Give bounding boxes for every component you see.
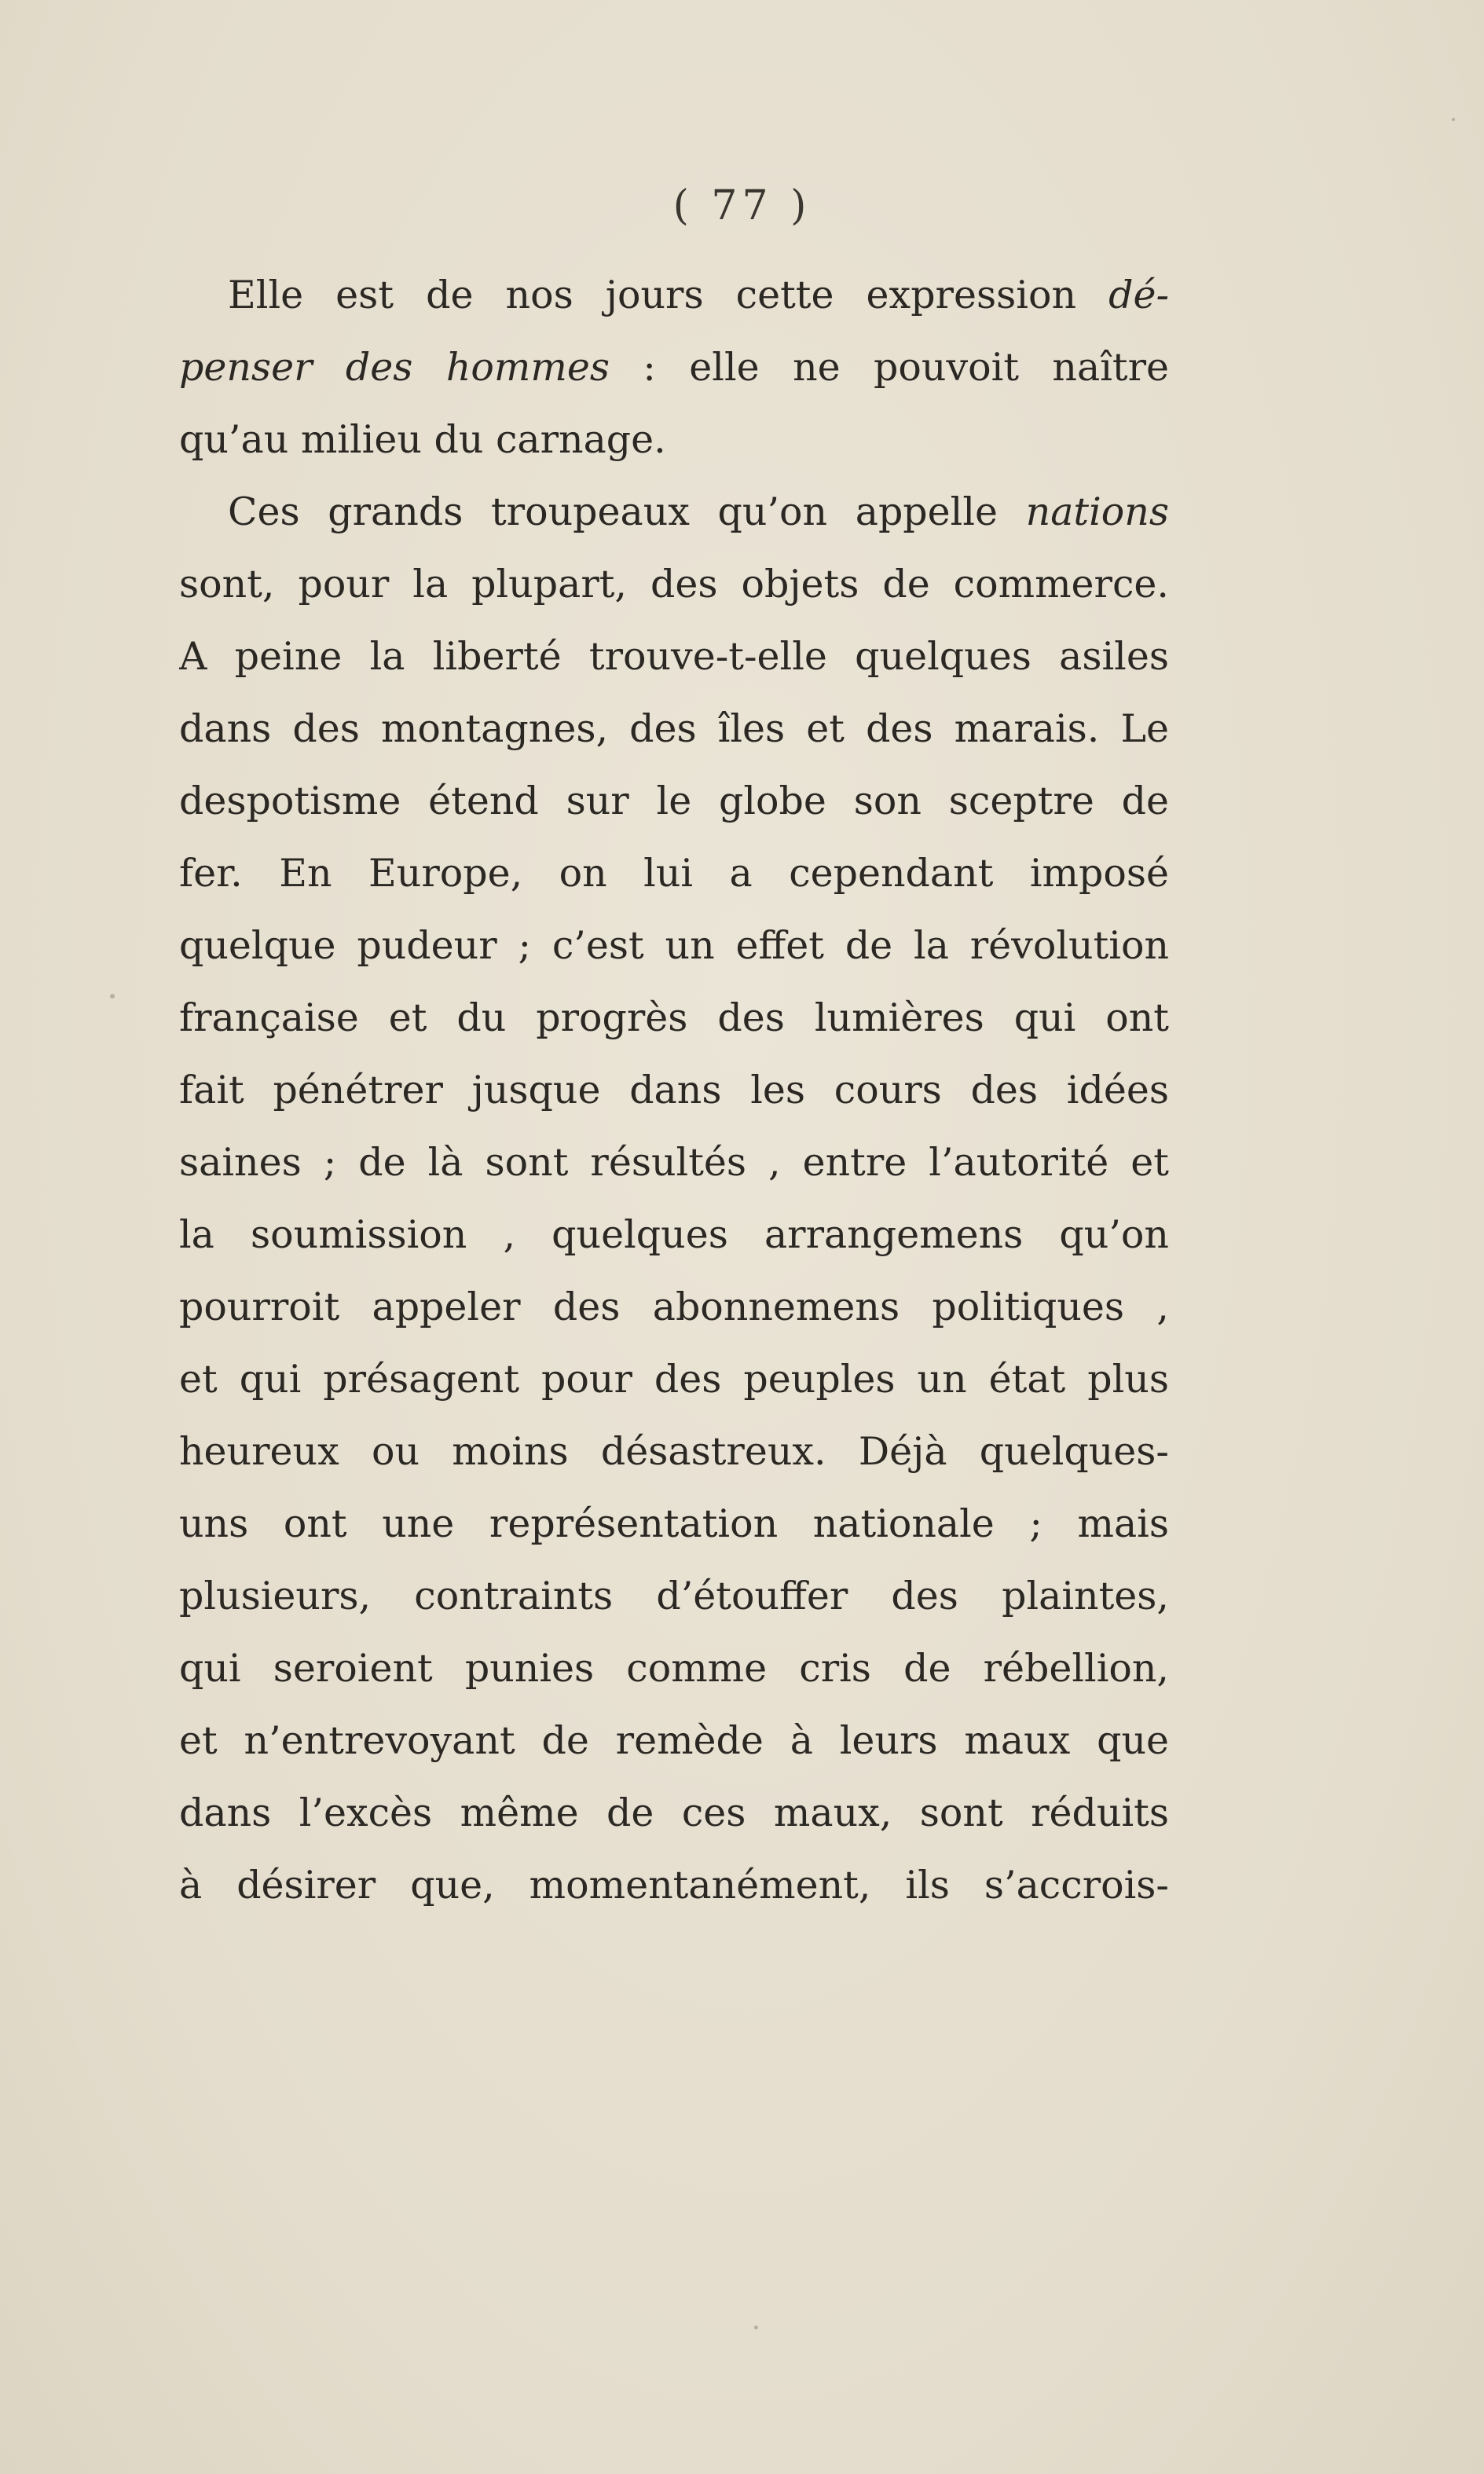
text-span: uns ont une représentation nationale ; mais bbox=[179, 1501, 1169, 1546]
text-line bbox=[179, 1488, 1169, 1560]
text-line bbox=[179, 476, 1169, 548]
text-span: A peine la liberté trouve-t-elle quelques asiles bbox=[179, 634, 1169, 679]
italic-text: penser des hommes bbox=[179, 345, 610, 390]
paper-speck bbox=[1452, 118, 1455, 121]
text-line bbox=[179, 1271, 1169, 1343]
text-line bbox=[179, 693, 1169, 765]
text-line bbox=[179, 1127, 1169, 1199]
text-span: Elle est de nos jours cette expression bbox=[228, 273, 1109, 317]
text-span: la soumission , quelques arrangemens qu’on bbox=[179, 1212, 1169, 1257]
text-line bbox=[179, 1633, 1169, 1705]
text-line bbox=[179, 765, 1169, 837]
text-line bbox=[179, 404, 1169, 476]
text-line bbox=[179, 1054, 1169, 1127]
text-span: qu’au milieu du carnage. bbox=[179, 417, 666, 462]
italic-text: nations bbox=[1025, 489, 1169, 534]
text-span: dans l’excès même de ces maux, sont réduits bbox=[179, 1790, 1169, 1835]
text-span: pourroit appeler des abonnemens politiques , bbox=[179, 1285, 1169, 1329]
text-span: dans des montagnes, des îles et des marais. Le bbox=[179, 706, 1169, 751]
text-span: qui seroient punies comme cris de rébellion, bbox=[179, 1646, 1169, 1691]
text-span: sont, pour la plupart, des objets de commerce. bbox=[179, 562, 1169, 607]
text-line bbox=[179, 837, 1169, 910]
text-line bbox=[179, 1849, 1169, 1922]
italic-text: dé- bbox=[1108, 273, 1169, 317]
text-line bbox=[179, 1343, 1169, 1416]
text-line bbox=[179, 548, 1169, 621]
text-line bbox=[179, 621, 1169, 693]
text-line bbox=[179, 332, 1169, 404]
text-line bbox=[179, 1777, 1169, 1849]
text-span: Ces grands troupeaux qu’on appelle bbox=[228, 489, 1026, 534]
text-span: à désirer que, momentanément, ils s’accrois- bbox=[179, 1863, 1169, 1908]
text-span: despotisme étend sur le globe son sceptre de bbox=[179, 779, 1169, 823]
text-span: saines ; de là sont résultés , entre l’autorité et bbox=[179, 1140, 1169, 1185]
text-span: et qui présagent pour des peuples un état plus bbox=[179, 1357, 1169, 1402]
text-line bbox=[179, 259, 1169, 332]
text-line bbox=[179, 1705, 1169, 1777]
text-line bbox=[179, 982, 1169, 1054]
text-span: heureux ou moins désastreux. Déjà quelques- bbox=[179, 1429, 1169, 1474]
text-line bbox=[179, 1560, 1169, 1633]
page-number: ( 77 ) bbox=[672, 182, 812, 229]
paper-speck bbox=[754, 2326, 758, 2329]
text-span: française et du progrès des lumières qui ont bbox=[179, 995, 1169, 1040]
text-line bbox=[179, 910, 1169, 982]
text-span: quelque pudeur ; c’est un effet de la révolution bbox=[179, 923, 1169, 968]
text-span: : elle ne pouvoit naître bbox=[609, 345, 1169, 390]
body-text bbox=[179, 259, 1169, 1922]
text-span: fait pénétrer jusque dans les cours des idées bbox=[179, 1068, 1169, 1112]
text-line bbox=[179, 1199, 1169, 1271]
paper-speck bbox=[110, 994, 115, 999]
text-span: et n’entrevoyant de remède à leurs maux que bbox=[179, 1718, 1169, 1763]
text-span: plusieurs, contraints d’étouffer des plaintes, bbox=[179, 1574, 1169, 1618]
text-line bbox=[179, 1416, 1169, 1488]
text-span: fer. En Europe, on lui a cependant imposé bbox=[179, 851, 1169, 896]
